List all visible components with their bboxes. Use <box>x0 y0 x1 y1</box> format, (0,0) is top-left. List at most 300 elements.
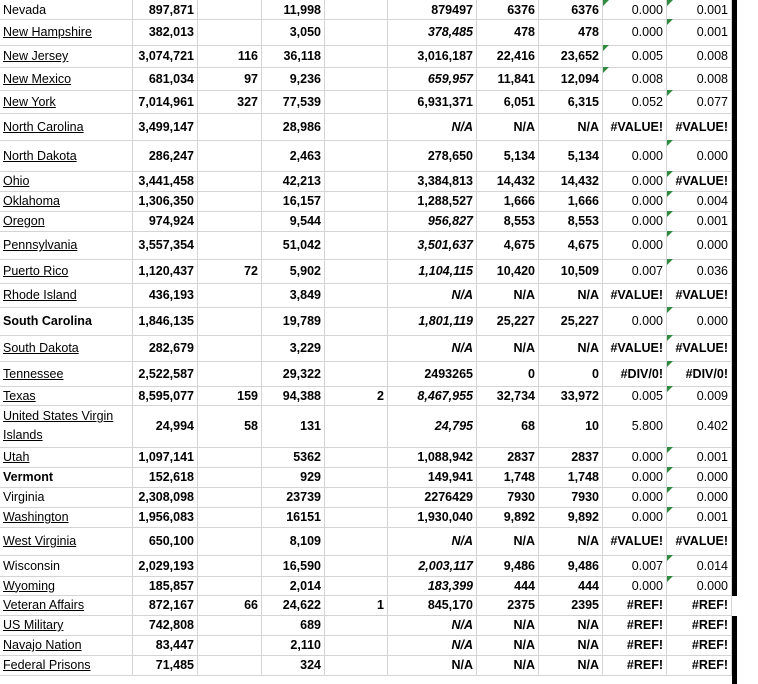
state-name-cell[interactable] <box>0 283 133 307</box>
data-cell-col-3[interactable] <box>262 67 325 90</box>
data-cell-col-9[interactable] <box>667 67 732 90</box>
data-cell-col-2[interactable] <box>198 231 262 259</box>
data-cell-col-1[interactable] <box>133 507 198 527</box>
data-cell-col-5[interactable] <box>388 307 477 335</box>
data-cell-col-9[interactable] <box>667 90 732 113</box>
data-cell-col-8[interactable] <box>603 67 667 90</box>
data-cell-col-4[interactable] <box>325 259 388 283</box>
data-cell-col-5[interactable] <box>388 527 477 555</box>
data-cell-col-9[interactable] <box>667 447 732 467</box>
data-cell-col-7[interactable] <box>539 171 603 191</box>
data-cell-col-2[interactable] <box>198 487 262 507</box>
data-cell-col-2[interactable] <box>198 171 262 191</box>
state-name-cell[interactable] <box>0 405 133 447</box>
data-cell-col-1[interactable] <box>133 211 198 231</box>
data-cell-col-5[interactable] <box>388 140 477 171</box>
data-cell-col-1[interactable] <box>133 140 198 171</box>
state-name-cell[interactable] <box>0 335 133 361</box>
data-cell-col-8[interactable] <box>603 19 667 45</box>
data-cell-col-9[interactable] <box>667 140 732 171</box>
data-cell-col-5[interactable] <box>388 335 477 361</box>
data-cell-col-3[interactable] <box>262 211 325 231</box>
data-cell-col-7[interactable] <box>539 113 603 140</box>
data-cell-col-4[interactable] <box>325 113 388 140</box>
data-cell-col-1[interactable] <box>133 45 198 67</box>
cell-value: 0.000 <box>631 490 663 504</box>
data-cell-col-3[interactable] <box>262 635 325 655</box>
data-cell-col-2[interactable] <box>198 507 262 527</box>
data-cell-col-2[interactable] <box>198 655 262 675</box>
data-cell-col-1[interactable] <box>133 615 198 635</box>
data-cell-col-8[interactable] <box>603 361 667 386</box>
data-cell-col-4[interactable] <box>325 555 388 576</box>
data-cell-col-4[interactable] <box>325 576 388 595</box>
data-cell-col-4[interactable] <box>325 487 388 507</box>
data-cell-col-7[interactable] <box>539 211 603 231</box>
cell-value: Wisconsin <box>3 558 60 573</box>
data-cell-col-1[interactable] <box>133 0 198 19</box>
data-cell-col-3[interactable] <box>262 113 325 140</box>
data-cell-col-6[interactable] <box>477 615 539 635</box>
state-name-cell[interactable] <box>0 231 133 259</box>
data-cell-col-6[interactable] <box>477 191 539 211</box>
data-cell-col-5[interactable] <box>388 405 477 447</box>
data-cell-col-4[interactable] <box>325 405 388 447</box>
data-cell-col-8[interactable] <box>603 386 667 405</box>
data-cell-col-8[interactable] <box>603 405 667 447</box>
data-cell-col-7[interactable] <box>539 307 603 335</box>
data-cell-col-5[interactable] <box>388 259 477 283</box>
data-cell-col-2[interactable] <box>198 67 262 90</box>
data-cell-col-8[interactable] <box>603 45 667 67</box>
data-cell-col-2[interactable] <box>198 140 262 171</box>
data-cell-col-8[interactable] <box>603 191 667 211</box>
data-cell-col-7[interactable] <box>539 335 603 361</box>
data-cell-col-8[interactable] <box>603 335 667 361</box>
data-cell-col-6[interactable] <box>477 555 539 576</box>
data-cell-col-8[interactable] <box>603 555 667 576</box>
data-cell-col-9[interactable] <box>667 527 732 555</box>
data-cell-col-3[interactable] <box>262 90 325 113</box>
data-cell-col-5[interactable] <box>388 19 477 45</box>
data-cell-col-5[interactable] <box>388 67 477 90</box>
state-name-cell[interactable] <box>0 45 133 67</box>
data-cell-col-8[interactable] <box>603 447 667 467</box>
data-cell-col-3[interactable] <box>262 595 325 615</box>
data-cell-col-7[interactable] <box>539 259 603 283</box>
data-cell-col-5[interactable] <box>388 90 477 113</box>
data-cell-col-5[interactable] <box>388 467 477 487</box>
data-cell-col-7[interactable] <box>539 67 603 90</box>
data-cell-col-8[interactable] <box>603 0 667 19</box>
state-name-cell[interactable] <box>0 361 133 386</box>
data-cell-col-9[interactable] <box>667 0 732 19</box>
state-name-cell[interactable] <box>0 67 133 90</box>
data-cell-col-7[interactable] <box>539 19 603 45</box>
data-cell-col-8[interactable] <box>603 615 667 635</box>
data-cell-col-5[interactable] <box>388 386 477 405</box>
state-name-cell[interactable] <box>0 113 133 140</box>
data-cell-col-3[interactable] <box>262 615 325 635</box>
cell-value: 0.000 <box>631 25 663 39</box>
data-cell-col-6[interactable] <box>477 19 539 45</box>
data-cell-col-2[interactable] <box>198 405 262 447</box>
data-cell-col-1[interactable] <box>133 90 198 113</box>
data-cell-col-9[interactable] <box>667 231 732 259</box>
data-cell-col-4[interactable] <box>325 386 388 405</box>
data-cell-col-9[interactable] <box>667 555 732 576</box>
data-cell-col-7[interactable] <box>539 447 603 467</box>
data-cell-col-8[interactable] <box>603 595 667 615</box>
data-cell-col-4[interactable] <box>325 0 388 19</box>
data-cell-col-8[interactable] <box>603 211 667 231</box>
data-cell-col-5[interactable] <box>388 211 477 231</box>
data-cell-col-2[interactable] <box>198 45 262 67</box>
data-cell-col-3[interactable] <box>262 283 325 307</box>
cell-value: 72 <box>244 264 258 278</box>
data-cell-col-1[interactable] <box>133 259 198 283</box>
data-cell-col-3[interactable] <box>262 191 325 211</box>
data-cell-col-9[interactable] <box>667 405 732 447</box>
data-cell-col-4[interactable] <box>325 211 388 231</box>
cell-value: 1,801,119 <box>418 314 473 328</box>
data-cell-col-6[interactable] <box>477 231 539 259</box>
data-cell-col-6[interactable] <box>477 283 539 307</box>
data-cell-col-3[interactable] <box>262 405 325 447</box>
data-cell-col-2[interactable] <box>198 467 262 487</box>
data-cell-col-1[interactable] <box>133 335 198 361</box>
data-cell-col-6[interactable] <box>477 576 539 595</box>
data-cell-col-4[interactable] <box>325 231 388 259</box>
data-cell-col-1[interactable] <box>133 447 198 467</box>
data-cell-col-7[interactable] <box>539 487 603 507</box>
state-name-cell[interactable] <box>0 90 133 113</box>
data-cell-col-5[interactable] <box>388 45 477 67</box>
data-cell-col-8[interactable] <box>603 283 667 307</box>
cell-value: 1,748 <box>567 470 599 484</box>
data-cell-col-1[interactable] <box>133 635 198 655</box>
data-cell-col-7[interactable] <box>539 0 603 19</box>
data-cell-col-9[interactable] <box>667 259 732 283</box>
data-cell-col-8[interactable] <box>603 467 667 487</box>
cell-value: 0.004 <box>696 194 728 208</box>
data-cell-col-6[interactable] <box>477 140 539 171</box>
data-cell-col-3[interactable] <box>262 507 325 527</box>
state-name-cell[interactable] <box>0 635 133 655</box>
state-name-cell[interactable] <box>0 191 133 211</box>
state-name-cell[interactable] <box>0 655 133 675</box>
cell-value: 1,088,942 <box>417 450 473 464</box>
data-cell-col-5[interactable] <box>388 113 477 140</box>
data-cell-col-9[interactable] <box>667 171 732 191</box>
data-cell-col-9[interactable] <box>667 467 732 487</box>
data-cell-col-8[interactable] <box>603 140 667 171</box>
data-cell-col-5[interactable] <box>388 171 477 191</box>
data-cell-col-8[interactable] <box>603 635 667 655</box>
data-cell-col-1[interactable] <box>133 467 198 487</box>
data-cell-col-8[interactable] <box>603 307 667 335</box>
data-cell-col-7[interactable] <box>539 635 603 655</box>
data-cell-col-7[interactable] <box>539 555 603 576</box>
data-cell-col-6[interactable] <box>477 487 539 507</box>
data-cell-col-6[interactable] <box>477 447 539 467</box>
data-cell-col-3[interactable] <box>262 447 325 467</box>
data-cell-col-3[interactable] <box>262 361 325 386</box>
data-cell-col-6[interactable] <box>477 595 539 615</box>
data-cell-col-9[interactable] <box>667 191 732 211</box>
data-cell-col-4[interactable] <box>325 447 388 467</box>
data-cell-col-6[interactable] <box>477 171 539 191</box>
data-cell-col-7[interactable] <box>539 283 603 307</box>
data-cell-col-9[interactable] <box>667 335 732 361</box>
data-cell-col-9[interactable] <box>667 113 732 140</box>
data-cell-col-4[interactable] <box>325 19 388 45</box>
data-cell-col-5[interactable] <box>388 555 477 576</box>
data-cell-col-9[interactable] <box>667 655 732 675</box>
data-cell-col-4[interactable] <box>325 467 388 487</box>
state-name-cell[interactable] <box>0 211 133 231</box>
data-cell-col-4[interactable] <box>325 527 388 555</box>
data-cell-col-3[interactable] <box>262 171 325 191</box>
data-cell-col-1[interactable] <box>133 487 198 507</box>
data-cell-col-4[interactable] <box>325 361 388 386</box>
data-cell-col-7[interactable] <box>539 386 603 405</box>
data-cell-col-1[interactable] <box>133 307 198 335</box>
data-cell-col-3[interactable] <box>262 467 325 487</box>
data-cell-col-9[interactable] <box>667 507 732 527</box>
data-cell-col-5[interactable] <box>388 487 477 507</box>
state-name-cell[interactable] <box>0 595 133 615</box>
data-cell-col-4[interactable] <box>325 635 388 655</box>
state-name-cell[interactable] <box>0 555 133 576</box>
data-cell-col-1[interactable] <box>133 386 198 405</box>
data-cell-col-9[interactable] <box>667 487 732 507</box>
data-cell-col-2[interactable] <box>198 283 262 307</box>
data-cell-col-3[interactable] <box>262 576 325 595</box>
data-cell-col-3[interactable] <box>262 555 325 576</box>
data-cell-col-6[interactable] <box>477 307 539 335</box>
data-cell-col-9[interactable] <box>667 211 732 231</box>
data-cell-col-5[interactable] <box>388 635 477 655</box>
state-name-cell[interactable] <box>0 259 133 283</box>
data-cell-col-5[interactable] <box>388 595 477 615</box>
data-cell-col-2[interactable] <box>198 0 262 19</box>
data-cell-col-3[interactable] <box>262 0 325 19</box>
data-cell-col-3[interactable] <box>262 45 325 67</box>
data-cell-col-2[interactable] <box>198 527 262 555</box>
data-cell-col-6[interactable] <box>477 405 539 447</box>
data-cell-col-2[interactable] <box>198 555 262 576</box>
data-cell-col-2[interactable] <box>198 386 262 405</box>
data-cell-col-2[interactable] <box>198 259 262 283</box>
data-cell-col-1[interactable] <box>133 67 198 90</box>
data-cell-col-2[interactable] <box>198 635 262 655</box>
data-cell-col-9[interactable] <box>667 19 732 45</box>
data-cell-col-7[interactable] <box>539 527 603 555</box>
data-cell-col-1[interactable] <box>133 283 198 307</box>
data-cell-col-8[interactable] <box>603 507 667 527</box>
cell-value: Pennsylvania <box>3 238 78 252</box>
data-cell-col-9[interactable] <box>667 361 732 386</box>
data-cell-col-3[interactable] <box>262 487 325 507</box>
data-cell-col-8[interactable] <box>603 655 667 675</box>
data-cell-col-2[interactable] <box>198 361 262 386</box>
data-cell-col-7[interactable] <box>539 615 603 635</box>
data-cell-col-9[interactable] <box>667 283 732 307</box>
data-cell-col-9[interactable] <box>667 595 732 615</box>
data-cell-col-1[interactable] <box>133 361 198 386</box>
data-cell-col-8[interactable] <box>603 231 667 259</box>
data-cell-col-1[interactable] <box>133 171 198 191</box>
data-cell-col-6[interactable] <box>477 67 539 90</box>
data-cell-col-1[interactable] <box>133 405 198 447</box>
data-cell-col-4[interactable] <box>325 283 388 307</box>
data-cell-col-5[interactable] <box>388 283 477 307</box>
data-cell-col-6[interactable] <box>477 45 539 67</box>
data-cell-col-8[interactable] <box>603 487 667 507</box>
data-cell-col-2[interactable] <box>198 447 262 467</box>
data-cell-col-3[interactable] <box>262 655 325 675</box>
state-name-cell[interactable] <box>0 140 133 171</box>
data-cell-col-4[interactable] <box>325 595 388 615</box>
data-cell-col-1[interactable] <box>133 19 198 45</box>
data-cell-col-4[interactable] <box>325 90 388 113</box>
data-cell-col-8[interactable] <box>603 171 667 191</box>
data-cell-col-8[interactable] <box>603 90 667 113</box>
data-cell-col-6[interactable] <box>477 259 539 283</box>
data-cell-col-8[interactable] <box>603 576 667 595</box>
data-cell-col-5[interactable] <box>388 0 477 19</box>
data-cell-col-1[interactable] <box>133 191 198 211</box>
data-cell-col-4[interactable] <box>325 507 388 527</box>
data-cell-col-7[interactable] <box>539 140 603 171</box>
data-cell-col-3[interactable] <box>262 231 325 259</box>
data-cell-col-9[interactable] <box>667 307 732 335</box>
data-cell-col-1[interactable] <box>133 576 198 595</box>
data-cell-col-5[interactable] <box>388 576 477 595</box>
data-cell-col-2[interactable] <box>198 576 262 595</box>
data-cell-col-4[interactable] <box>325 655 388 675</box>
data-cell-col-4[interactable] <box>325 140 388 171</box>
data-cell-col-1[interactable] <box>133 555 198 576</box>
data-cell-col-2[interactable] <box>198 90 262 113</box>
data-cell-col-8[interactable] <box>603 259 667 283</box>
data-cell-col-9[interactable] <box>667 615 732 635</box>
data-cell-col-4[interactable] <box>325 67 388 90</box>
data-cell-col-2[interactable] <box>198 191 262 211</box>
data-cell-col-7[interactable] <box>539 45 603 67</box>
data-cell-col-1[interactable] <box>133 655 198 675</box>
state-name-cell[interactable] <box>0 19 133 45</box>
data-cell-col-2[interactable] <box>198 307 262 335</box>
data-cell-col-3[interactable] <box>262 19 325 45</box>
data-cell-col-5[interactable] <box>388 447 477 467</box>
data-cell-col-5[interactable] <box>388 191 477 211</box>
data-cell-col-7[interactable] <box>539 595 603 615</box>
data-cell-col-6[interactable] <box>477 361 539 386</box>
data-cell-col-9[interactable] <box>667 576 732 595</box>
data-cell-col-5[interactable] <box>388 231 477 259</box>
data-cell-col-7[interactable] <box>539 655 603 675</box>
data-cell-col-4[interactable] <box>325 335 388 361</box>
state-name-cell[interactable] <box>0 615 133 635</box>
data-cell-col-3[interactable] <box>262 335 325 361</box>
data-cell-col-3[interactable] <box>262 259 325 283</box>
data-cell-col-9[interactable] <box>667 45 732 67</box>
data-cell-col-7[interactable] <box>539 361 603 386</box>
data-cell-col-6[interactable] <box>477 0 539 19</box>
data-cell-col-5[interactable] <box>388 655 477 675</box>
data-cell-col-3[interactable] <box>262 386 325 405</box>
data-cell-col-6[interactable] <box>477 635 539 655</box>
cell-value: N/A <box>577 534 599 548</box>
state-name-cell[interactable] <box>0 386 133 405</box>
data-cell-col-6[interactable] <box>477 467 539 487</box>
data-cell-col-8[interactable] <box>603 113 667 140</box>
data-cell-col-4[interactable] <box>325 45 388 67</box>
data-cell-col-4[interactable] <box>325 307 388 335</box>
data-cell-col-5[interactable] <box>388 507 477 527</box>
data-cell-col-3[interactable] <box>262 307 325 335</box>
data-cell-col-7[interactable] <box>539 231 603 259</box>
data-cell-col-2[interactable] <box>198 113 262 140</box>
data-cell-col-9[interactable] <box>667 635 732 655</box>
state-name-cell[interactable] <box>0 0 133 19</box>
state-name-cell[interactable] <box>0 576 133 595</box>
data-cell-col-6[interactable] <box>477 90 539 113</box>
data-cell-col-7[interactable] <box>539 191 603 211</box>
data-cell-col-6[interactable] <box>477 386 539 405</box>
data-cell-col-2[interactable] <box>198 335 262 361</box>
data-cell-col-7[interactable] <box>539 576 603 595</box>
data-cell-col-4[interactable] <box>325 191 388 211</box>
data-cell-col-6[interactable] <box>477 527 539 555</box>
data-cell-col-5[interactable] <box>388 615 477 635</box>
data-cell-col-9[interactable] <box>667 386 732 405</box>
state-name-cell[interactable] <box>0 307 133 335</box>
data-cell-col-7[interactable] <box>539 467 603 487</box>
state-name-cell[interactable] <box>0 171 133 191</box>
data-cell-col-6[interactable] <box>477 655 539 675</box>
state-name-cell[interactable] <box>0 467 133 487</box>
state-name-cell[interactable] <box>0 487 133 507</box>
data-cell-col-3[interactable] <box>262 527 325 555</box>
data-cell-col-1[interactable] <box>133 595 198 615</box>
data-cell-col-7[interactable] <box>539 507 603 527</box>
data-cell-col-7[interactable] <box>539 90 603 113</box>
data-cell-col-2[interactable] <box>198 595 262 615</box>
data-cell-col-4[interactable] <box>325 171 388 191</box>
data-cell-col-6[interactable] <box>477 335 539 361</box>
data-cell-col-8[interactable] <box>603 527 667 555</box>
data-cell-col-1[interactable] <box>133 113 198 140</box>
data-cell-col-6[interactable] <box>477 113 539 140</box>
data-cell-col-4[interactable] <box>325 615 388 635</box>
data-cell-col-5[interactable] <box>388 361 477 386</box>
state-name-cell[interactable] <box>0 507 133 527</box>
state-name-cell[interactable] <box>0 527 133 555</box>
data-cell-col-3[interactable] <box>262 140 325 171</box>
data-cell-col-1[interactable] <box>133 527 198 555</box>
data-cell-col-2[interactable] <box>198 211 262 231</box>
data-cell-col-7[interactable] <box>539 405 603 447</box>
data-cell-col-6[interactable] <box>477 507 539 527</box>
data-cell-col-2[interactable] <box>198 19 262 45</box>
state-name-cell[interactable] <box>0 447 133 467</box>
data-cell-col-1[interactable] <box>133 231 198 259</box>
data-cell-col-6[interactable] <box>477 211 539 231</box>
data-cell-col-2[interactable] <box>198 615 262 635</box>
